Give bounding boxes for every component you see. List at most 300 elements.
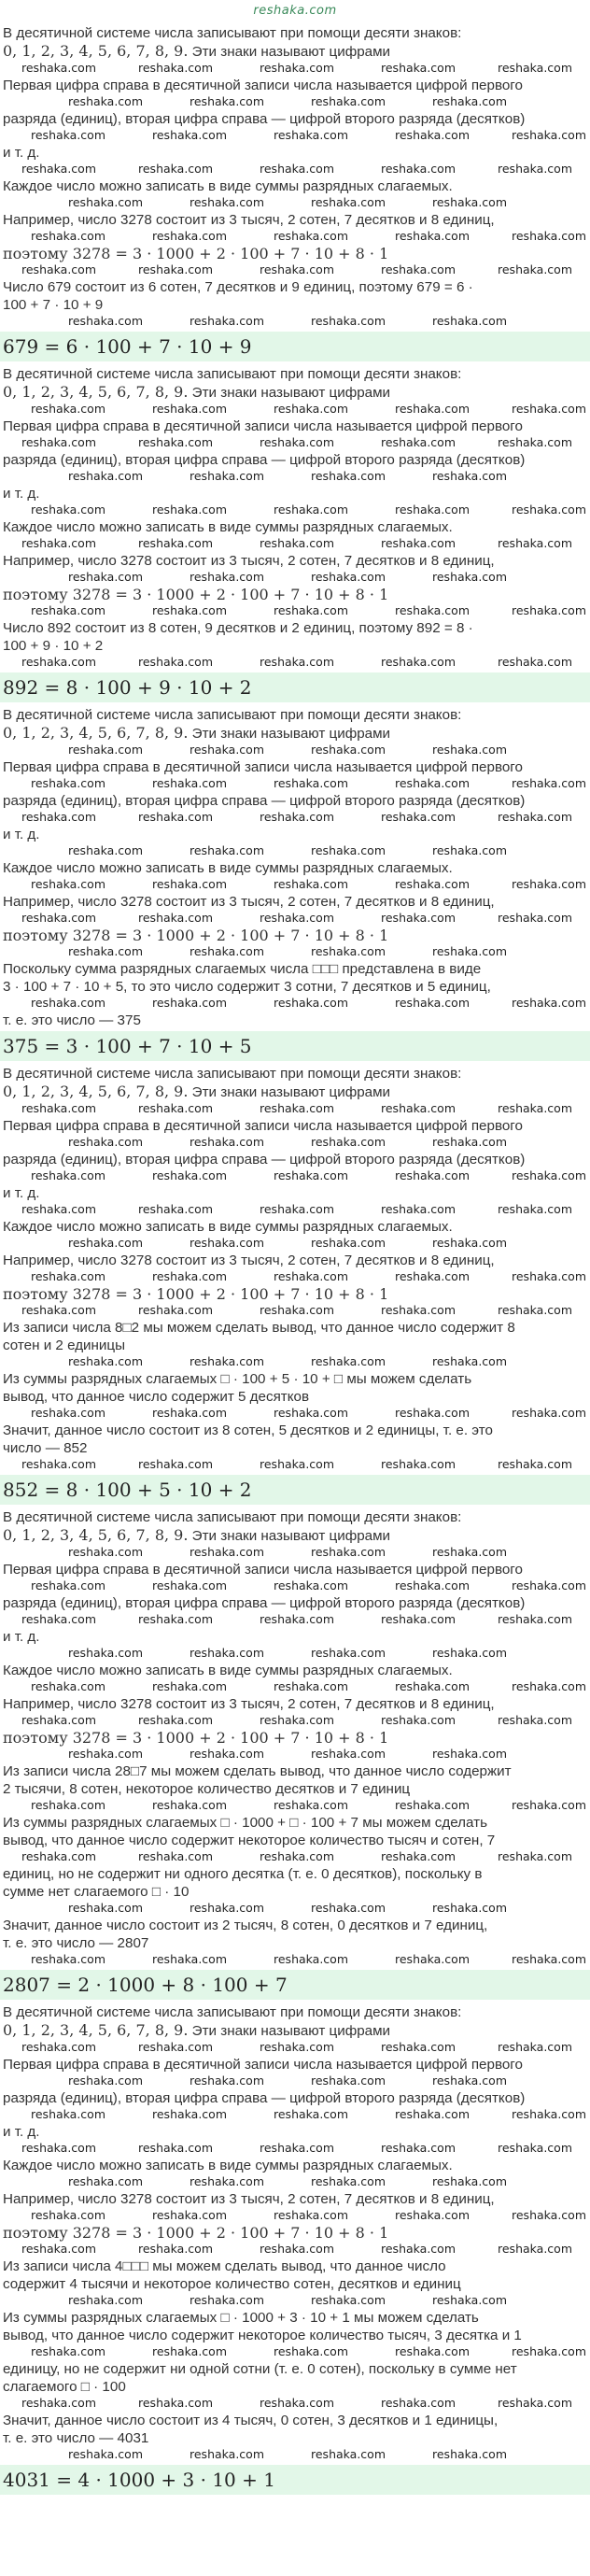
watermark: reshaka.com: [138, 61, 213, 75]
watermark: reshaka.com: [311, 2174, 386, 2188]
text-line: разряда (единиц), вторая цифра справа — цифрой второго разряда (десятков): [3, 111, 526, 127]
site-logo[interactable]: reshaka.com: [253, 4, 337, 18]
text-line: Каждое число можно записать в виде суммы разрядных слагаемых.: [3, 860, 453, 876]
watermark: reshaka.com: [395, 776, 470, 790]
digits-note: Эти знаки называют цифрами: [191, 44, 391, 60]
watermark: reshaka.com: [311, 469, 386, 483]
text-line: поэтому 3278 = 3 · 1000 + 2 · 100 + 7 · 10 + 8 · 1: [3, 1285, 389, 1303]
watermark: reshaka.com: [512, 1578, 586, 1592]
watermark: reshaka.com: [395, 402, 470, 416]
watermark-row: [3, 655, 586, 671]
watermark-row: [3, 776, 586, 792]
watermark: reshaka.com: [311, 2293, 386, 2307]
watermark: reshaka.com: [498, 262, 572, 276]
digits: 0, 1, 2, 3, 4, 5, 6, 7, 8, 9.: [3, 383, 189, 401]
text-line: Каждое число можно записать в виде суммы разрядных слагаемых.: [3, 178, 453, 194]
text-line: В десятичной системе числа записывают при помощи десяти знаков:: [3, 2004, 462, 2020]
watermark-row: [3, 1849, 586, 1865]
watermark: reshaka.com: [381, 2396, 456, 2410]
watermark: reshaka.com: [260, 1303, 334, 1317]
watermark: reshaka.com: [395, 2107, 470, 2121]
watermark: reshaka.com: [311, 1747, 386, 1761]
watermark-row: [3, 1354, 586, 1370]
watermark: reshaka.com: [190, 2174, 264, 2188]
text-line: Число 892 состоит из 8 сотен, 9 десятков и 2 единиц, поэтому 892 = 8 ·: [3, 620, 473, 636]
watermark: reshaka.com: [432, 2174, 507, 2188]
watermark: reshaka.com: [432, 1901, 507, 1915]
digits-line: [3, 1526, 586, 1545]
text-line: Значит, данное число состоит из 8 сотен, 5 десятков и 2 единицы, т. е. это: [3, 1422, 493, 1438]
watermark: reshaka.com: [68, 469, 143, 483]
text-line: вывод, что данное число содержит некоторое количество тысяч и сотен, 7: [3, 1833, 496, 1848]
watermark: reshaka.com: [152, 877, 227, 891]
watermark-row: [3, 1952, 586, 1968]
watermark: reshaka.com: [381, 1612, 456, 1626]
watermark: reshaka.com: [512, 229, 586, 243]
watermark: reshaka.com: [190, 1545, 264, 1559]
watermark: reshaka.com: [512, 1406, 586, 1420]
text-line: В десятичной системе числа записывают при помощи десяти знаков:: [3, 707, 462, 723]
digits-note: Эти знаки называют цифрами: [191, 1528, 391, 1544]
watermark-row: [3, 1457, 586, 1473]
answer-line: 2807 = 2 · 1000 + 8 · 100 + 7: [0, 1970, 590, 2000]
content: [0, 24, 590, 2495]
text-line: 100 + 9 · 10 + 2: [3, 638, 104, 654]
text-line: Например, число 3278 состоит из 3 тысяч, 2 сотен, 7 десятков и 8 единиц,: [3, 894, 495, 910]
text-line: разряда (единиц), вторая цифра справа — цифрой второго разряда (десятков): [3, 452, 526, 468]
watermark: reshaka.com: [381, 655, 456, 669]
watermark: reshaka.com: [31, 502, 105, 517]
watermark: reshaka.com: [138, 1457, 213, 1471]
watermark: reshaka.com: [395, 1578, 470, 1592]
watermark: reshaka.com: [138, 2242, 213, 2256]
watermark: reshaka.com: [381, 2141, 456, 2155]
watermark: reshaka.com: [31, 229, 105, 243]
watermark: reshaka.com: [395, 128, 470, 142]
watermark-row: [3, 536, 586, 552]
text-line: В десятичной системе числа записывают при помощи десяти знаков:: [3, 1509, 462, 1525]
watermark: reshaka.com: [498, 810, 572, 824]
watermark: reshaka.com: [190, 1236, 264, 1250]
watermark: reshaka.com: [152, 1679, 227, 1693]
watermark: reshaka.com: [498, 1713, 572, 1727]
text-line: т. е. это число — 375: [3, 1012, 141, 1028]
watermark: reshaka.com: [260, 536, 334, 550]
watermark: reshaka.com: [395, 2344, 470, 2358]
watermark: reshaka.com: [274, 2344, 348, 2358]
watermark: reshaka.com: [190, 1646, 264, 1660]
watermark-row: [3, 2396, 586, 2412]
text-line: Поскольку сумма разрядных слагаемых числа □□□ представлена в виде: [3, 961, 482, 977]
watermark-row: [3, 1612, 586, 1628]
text-line: Каждое число можно записать в виде суммы разрядных слагаемых.: [3, 519, 453, 535]
text-line: Первая цифра справа в десятичной записи числа называется цифрой первого: [3, 1118, 523, 1134]
text-line: Первая цифра справа в десятичной записи числа называется цифрой первого: [3, 418, 523, 434]
watermark: reshaka.com: [21, 435, 96, 449]
text-line: Значит, данное число состоит из 4 тысяч, 0 сотен, 3 десятков и 1 единицы,: [3, 2413, 499, 2428]
watermark: reshaka.com: [311, 1236, 386, 1250]
watermark: reshaka.com: [311, 94, 386, 108]
watermark-row: [3, 743, 586, 758]
text-line: поэтому 3278 = 3 · 1000 + 2 · 100 + 7 · 10 + 8 · 1: [3, 1729, 389, 1747]
watermark: reshaka.com: [21, 1713, 96, 1727]
text-line: разряда (единиц), вторая цифра справа — цифрой второго разряда (десятков): [3, 2090, 526, 2106]
watermark: reshaka.com: [21, 1303, 96, 1317]
watermark-row: [3, 1646, 586, 1662]
watermark: reshaka.com: [498, 1612, 572, 1626]
watermark: reshaka.com: [31, 1679, 105, 1693]
watermark: reshaka.com: [311, 843, 386, 857]
watermark: reshaka.com: [274, 996, 348, 1010]
watermark: reshaka.com: [395, 2208, 470, 2222]
text-line: т. е. это число — 4031: [3, 2430, 149, 2446]
text-line: В десятичной системе числа записывают при помощи десяти знаков:: [3, 1066, 462, 1082]
watermark: reshaka.com: [311, 743, 386, 757]
watermark-row: [3, 2293, 586, 2309]
text-line: и т. д.: [3, 827, 40, 842]
watermark: reshaka.com: [381, 162, 456, 176]
watermark: reshaka.com: [381, 1457, 456, 1471]
watermark: reshaka.com: [498, 61, 572, 75]
watermark: reshaka.com: [311, 1901, 386, 1915]
watermark: reshaka.com: [138, 2141, 213, 2155]
watermark: reshaka.com: [311, 570, 386, 584]
watermark: reshaka.com: [381, 1101, 456, 1115]
watermark-row: [3, 314, 586, 330]
text-line: Каждое число можно записать в виде суммы разрядных слагаемых.: [3, 1219, 453, 1235]
watermark-row: [3, 843, 586, 859]
text-line: Например, число 3278 состоит из 3 тысяч, 2 сотен, 7 десятков и 8 единиц,: [3, 553, 495, 569]
watermark: reshaka.com: [311, 1135, 386, 1149]
watermark: reshaka.com: [68, 570, 143, 584]
watermark: reshaka.com: [152, 402, 227, 416]
watermark: reshaka.com: [381, 1303, 456, 1317]
watermark: reshaka.com: [21, 1101, 96, 1115]
watermark-row: [3, 61, 586, 77]
watermark: reshaka.com: [274, 1578, 348, 1592]
text-line: 2 тысячи, 8 сотен, некоторое количество десятков и 7 единиц: [3, 1781, 411, 1797]
watermark-row: [3, 1236, 586, 1252]
watermark: reshaka.com: [512, 2107, 586, 2121]
watermark-row: [3, 94, 586, 110]
watermark: reshaka.com: [512, 603, 586, 617]
watermark: reshaka.com: [512, 2208, 586, 2222]
watermark: reshaka.com: [432, 1646, 507, 1660]
watermark: reshaka.com: [260, 1849, 334, 1863]
watermark: reshaka.com: [68, 1901, 143, 1915]
digits: 0, 1, 2, 3, 4, 5, 6, 7, 8, 9.: [3, 2021, 189, 2039]
text-line: и т. д.: [3, 1185, 40, 1201]
text-line: Из суммы разрядных слагаемых □ · 1000 + 3 · 10 + 1 мы можем сделать: [3, 2310, 479, 2326]
text-line: 100 + 7 · 10 + 9: [3, 297, 104, 313]
watermark: reshaka.com: [432, 2447, 507, 2461]
text-line: Например, число 3278 состоит из 3 тысяч, 2 сотен, 7 десятков и 8 единиц,: [3, 2191, 495, 2207]
watermark: reshaka.com: [138, 1849, 213, 1863]
watermark: reshaka.com: [274, 502, 348, 517]
watermark: reshaka.com: [432, 314, 507, 328]
text-line: Из записи числа 28□7 мы можем сделать вывод, что данное число содержит: [3, 1763, 512, 1779]
watermark: reshaka.com: [68, 743, 143, 757]
answer-line: 892 = 8 · 100 + 9 · 10 + 2: [0, 672, 590, 702]
text-line: Первая цифра справа в десятичной записи числа называется цифрой первого: [3, 759, 523, 775]
watermark: reshaka.com: [432, 94, 507, 108]
watermark: reshaka.com: [512, 1168, 586, 1182]
watermark: reshaka.com: [432, 469, 507, 483]
watermark: reshaka.com: [381, 61, 456, 75]
watermark: reshaka.com: [260, 2242, 334, 2256]
watermark: reshaka.com: [274, 1269, 348, 1283]
text-line: разряда (единиц), вторая цифра справа — цифрой второго разряда (десятков): [3, 1595, 526, 1611]
watermark: reshaka.com: [498, 655, 572, 669]
text-line: и т. д.: [3, 1629, 40, 1645]
watermark-row: [3, 195, 586, 211]
text-line: и т. д.: [3, 145, 40, 161]
solution-block: [0, 1508, 590, 1968]
watermark: reshaka.com: [498, 2242, 572, 2256]
watermark-row: [3, 1545, 586, 1561]
watermark: reshaka.com: [190, 469, 264, 483]
watermark: reshaka.com: [21, 536, 96, 550]
watermark: reshaka.com: [21, 911, 96, 925]
watermark: reshaka.com: [21, 162, 96, 176]
digits-line: [3, 2021, 586, 2040]
watermark: reshaka.com: [31, 1952, 105, 1966]
watermark-row: [3, 1713, 586, 1729]
watermark: reshaka.com: [381, 2040, 456, 2054]
watermark: reshaka.com: [152, 1952, 227, 1966]
watermark: reshaka.com: [498, 2141, 572, 2155]
watermark: reshaka.com: [68, 944, 143, 958]
watermark-row: [3, 502, 586, 518]
watermark: reshaka.com: [260, 1713, 334, 1727]
watermark: reshaka.com: [260, 655, 334, 669]
watermark: reshaka.com: [68, 1135, 143, 1149]
watermark-row: [3, 162, 586, 177]
text-line: Например, число 3278 состоит из 3 тысяч, 2 сотен, 7 десятков и 8 единиц,: [3, 1253, 495, 1268]
digits: 0, 1, 2, 3, 4, 5, 6, 7, 8, 9.: [3, 1526, 189, 1544]
watermark: reshaka.com: [68, 1545, 143, 1559]
text-line: Например, число 3278 состоит из 3 тысяч, 2 сотен, 7 десятков и 8 единиц,: [3, 212, 495, 228]
watermark: reshaka.com: [138, 911, 213, 925]
watermark-row: [3, 1406, 586, 1422]
text-line: В десятичной системе числа записывают при помощи десяти знаков:: [3, 25, 462, 41]
watermark: reshaka.com: [21, 61, 96, 75]
watermark: reshaka.com: [512, 2344, 586, 2358]
solution-block: [0, 706, 590, 1029]
watermark: reshaka.com: [260, 810, 334, 824]
watermark: reshaka.com: [21, 2040, 96, 2054]
watermark-row: [3, 469, 586, 485]
watermark: reshaka.com: [138, 810, 213, 824]
watermark-row: [3, 2344, 586, 2360]
text-line: поэтому 3278 = 3 · 1000 + 2 · 100 + 7 · 10 + 8 · 1: [3, 245, 389, 262]
watermark: reshaka.com: [31, 402, 105, 416]
watermark: reshaka.com: [432, 1135, 507, 1149]
watermark: reshaka.com: [138, 1612, 213, 1626]
watermark: reshaka.com: [68, 2174, 143, 2188]
watermark: reshaka.com: [138, 1101, 213, 1115]
watermark: reshaka.com: [190, 94, 264, 108]
watermark: reshaka.com: [311, 2074, 386, 2088]
watermark: reshaka.com: [498, 1101, 572, 1115]
watermark: reshaka.com: [190, 843, 264, 857]
watermark: reshaka.com: [31, 877, 105, 891]
watermark: reshaka.com: [21, 1202, 96, 1216]
watermark: reshaka.com: [381, 2242, 456, 2256]
text-line: вывод, что данное число содержит некоторое количество тысяч, 3 десятка и 1: [3, 2328, 522, 2343]
watermark: reshaka.com: [190, 2447, 264, 2461]
text-line: Из суммы разрядных слагаемых □ · 100 + 5 · 10 + □ мы можем сделать: [3, 1371, 472, 1387]
text-line: содержит 4 тысячи и некоторое количество сотен, десятков и единиц: [3, 2276, 461, 2292]
watermark: reshaka.com: [512, 502, 586, 517]
watermark: reshaka.com: [274, 2208, 348, 2222]
watermark: reshaka.com: [512, 1269, 586, 1283]
watermark: reshaka.com: [260, 162, 334, 176]
watermark: reshaka.com: [21, 810, 96, 824]
watermark: reshaka.com: [274, 877, 348, 891]
digits-line: [3, 383, 586, 402]
watermark: reshaka.com: [152, 1406, 227, 1420]
text-line: число — 852: [3, 1440, 88, 1456]
text-line: разряда (единиц), вторая цифра справа — цифрой второго разряда (десятков): [3, 1152, 526, 1168]
watermark: reshaka.com: [395, 229, 470, 243]
watermark: reshaka.com: [498, 1303, 572, 1317]
text-line: т. е. это число — 2807: [3, 1935, 149, 1951]
watermark: reshaka.com: [498, 1457, 572, 1471]
watermark: reshaka.com: [260, 262, 334, 276]
digits-line: [3, 1083, 586, 1101]
watermark: reshaka.com: [152, 2344, 227, 2358]
watermark: reshaka.com: [311, 1354, 386, 1368]
watermark: reshaka.com: [68, 314, 143, 328]
text-line: Каждое число можно записать в виде суммы разрядных слагаемых.: [3, 1663, 453, 1678]
watermark: reshaka.com: [311, 1545, 386, 1559]
watermark: reshaka.com: [512, 776, 586, 790]
watermark: reshaka.com: [395, 996, 470, 1010]
watermark: reshaka.com: [190, 944, 264, 958]
watermark: reshaka.com: [152, 2107, 227, 2121]
watermark: reshaka.com: [381, 435, 456, 449]
watermark: reshaka.com: [152, 1578, 227, 1592]
watermark: reshaka.com: [512, 402, 586, 416]
text-line: и т. д.: [3, 2124, 40, 2140]
watermark: reshaka.com: [68, 94, 143, 108]
watermark: reshaka.com: [381, 810, 456, 824]
solution-block: [0, 1065, 590, 1473]
watermark-row: [3, 2141, 586, 2157]
watermark: reshaka.com: [311, 944, 386, 958]
text-line: Первая цифра справа в десятичной записи числа называется цифрой первого: [3, 2057, 523, 2073]
watermark: reshaka.com: [21, 655, 96, 669]
watermark: reshaka.com: [432, 1354, 507, 1368]
text-line: и т. д.: [3, 486, 40, 502]
text-line: Значит, данное число состоит из 2 тысяч, 8 сотен, 0 десятков и 7 единиц,: [3, 1918, 488, 1933]
watermark: reshaka.com: [498, 1202, 572, 1216]
text-line: поэтому 3278 = 3 · 1000 + 2 · 100 + 7 · 10 + 8 · 1: [3, 927, 389, 944]
watermark: reshaka.com: [260, 2141, 334, 2155]
watermark-row: [3, 128, 586, 144]
watermark: reshaka.com: [260, 1202, 334, 1216]
text-line: сотен и 2 единицы: [3, 1338, 126, 1353]
watermark: reshaka.com: [21, 1457, 96, 1471]
solution-block: [0, 2003, 590, 2463]
watermark-row: [3, 1303, 586, 1319]
watermark-row: [3, 262, 586, 278]
watermark: reshaka.com: [190, 1747, 264, 1761]
watermark: reshaka.com: [381, 1849, 456, 1863]
watermark: reshaka.com: [395, 1798, 470, 1812]
watermark: reshaka.com: [260, 435, 334, 449]
text-line: Каждое число можно записать в виде суммы разрядных слагаемых.: [3, 2158, 453, 2173]
watermark: reshaka.com: [31, 128, 105, 142]
watermark: reshaka.com: [190, 1135, 264, 1149]
digits: 0, 1, 2, 3, 4, 5, 6, 7, 8, 9.: [3, 1083, 189, 1100]
watermark: reshaka.com: [274, 1952, 348, 1966]
watermark-row: [3, 402, 586, 418]
digits: 0, 1, 2, 3, 4, 5, 6, 7, 8, 9.: [3, 42, 189, 60]
digits-note: Эти знаки называют цифрами: [191, 2023, 391, 2039]
watermark: reshaka.com: [31, 1798, 105, 1812]
watermark: reshaka.com: [260, 1457, 334, 1471]
watermark: reshaka.com: [190, 1354, 264, 1368]
watermark: reshaka.com: [21, 1849, 96, 1863]
watermark: reshaka.com: [432, 1236, 507, 1250]
watermark: reshaka.com: [31, 603, 105, 617]
text-line: разряда (единиц), вторая цифра справа — цифрой второго разряда (десятков): [3, 793, 526, 809]
digits-note: Эти знаки называют цифрами: [191, 726, 391, 742]
watermark-row: [3, 810, 586, 826]
watermark: reshaka.com: [274, 229, 348, 243]
watermark: reshaka.com: [432, 843, 507, 857]
watermark: reshaka.com: [152, 776, 227, 790]
watermark: reshaka.com: [432, 1747, 507, 1761]
watermark: reshaka.com: [395, 1168, 470, 1182]
digits-note: Эти знаки называют цифрами: [191, 385, 391, 401]
text-line: вывод, что данное число содержит 5 десятков: [3, 1389, 310, 1405]
watermark: reshaka.com: [31, 2344, 105, 2358]
watermark-row: [3, 1202, 586, 1218]
watermark: reshaka.com: [512, 1952, 586, 1966]
watermark: reshaka.com: [152, 229, 227, 243]
watermark: reshaka.com: [432, 195, 507, 209]
watermark: reshaka.com: [512, 128, 586, 142]
watermark: reshaka.com: [152, 1798, 227, 1812]
watermark-row: [3, 877, 586, 893]
watermark: reshaka.com: [274, 2107, 348, 2121]
watermark: reshaka.com: [68, 2293, 143, 2307]
answer-line: 852 = 8 · 100 + 5 · 10 + 2: [0, 1475, 590, 1505]
watermark-row: [3, 1798, 586, 1814]
watermark: reshaka.com: [512, 1679, 586, 1693]
watermark: reshaka.com: [498, 162, 572, 176]
watermark: reshaka.com: [498, 536, 572, 550]
watermark: reshaka.com: [31, 1578, 105, 1592]
watermark: reshaka.com: [152, 1269, 227, 1283]
watermark: reshaka.com: [311, 2447, 386, 2461]
watermark: reshaka.com: [190, 314, 264, 328]
watermark: reshaka.com: [68, 1646, 143, 1660]
text-line: единицу, но не содержит ни одной сотни (т. е. 0 сотен), поскольку в сумме нет: [3, 2361, 517, 2377]
watermark-row: [3, 2242, 586, 2258]
watermark: reshaka.com: [498, 2040, 572, 2054]
watermark: reshaka.com: [274, 1798, 348, 1812]
watermark: reshaka.com: [152, 2208, 227, 2222]
watermark: reshaka.com: [31, 1406, 105, 1420]
text-line: Первая цифра справа в десятичной записи числа называется цифрой первого: [3, 1562, 523, 1578]
text-line: Из записи числа 8□2 мы можем сделать вывод, что данное число содержит 8: [3, 1320, 515, 1336]
watermark: reshaka.com: [395, 1406, 470, 1420]
watermark: reshaka.com: [138, 262, 213, 276]
